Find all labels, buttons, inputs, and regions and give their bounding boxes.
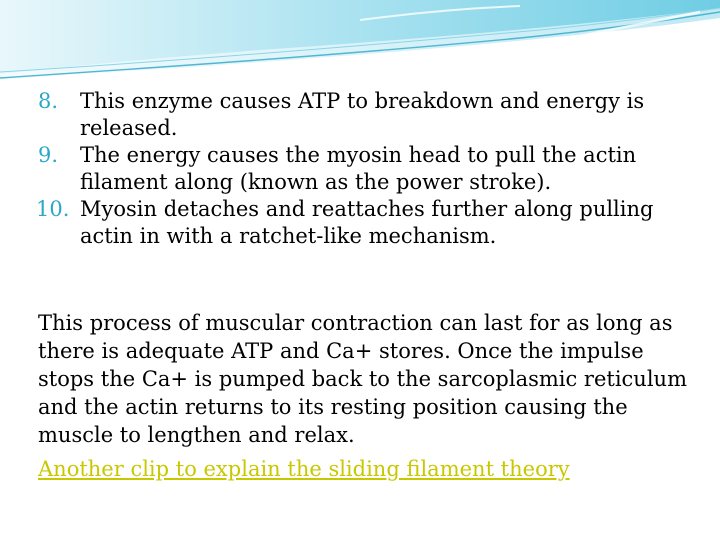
list-number: 8. [38, 89, 59, 113]
list-item [38, 142, 698, 196]
list-item-text: Myosin detaches and reattaches further along pulling actin in with a ratchet-like mechanism. [80, 197, 654, 248]
numbered-list [38, 88, 698, 250]
body-paragraph: This process of muscular contraction can last for as long as there is adequate ATP and Ca+ stores. Once the impulse stops the Ca+ is pumped back to the sarcoplasmic reticulum and the actin returns to its resting position causing the muscle to lengthen and relax. [38, 311, 687, 447]
header-wave-decoration [0, 0, 720, 90]
sliding-filament-link[interactable]: Another clip to explain the sliding filament theory [38, 457, 570, 481]
list-item [38, 196, 698, 250]
list-item-text: The energy causes the myosin head to pull the actin filament along (known as the power stroke). [80, 143, 637, 194]
list-item-text: This enzyme causes ATP to breakdown and energy is released. [80, 89, 645, 140]
list-number: 10. [36, 197, 70, 221]
wave-front-shape [0, 0, 720, 74]
list-number: 9. [38, 143, 59, 167]
list-item [38, 88, 698, 142]
